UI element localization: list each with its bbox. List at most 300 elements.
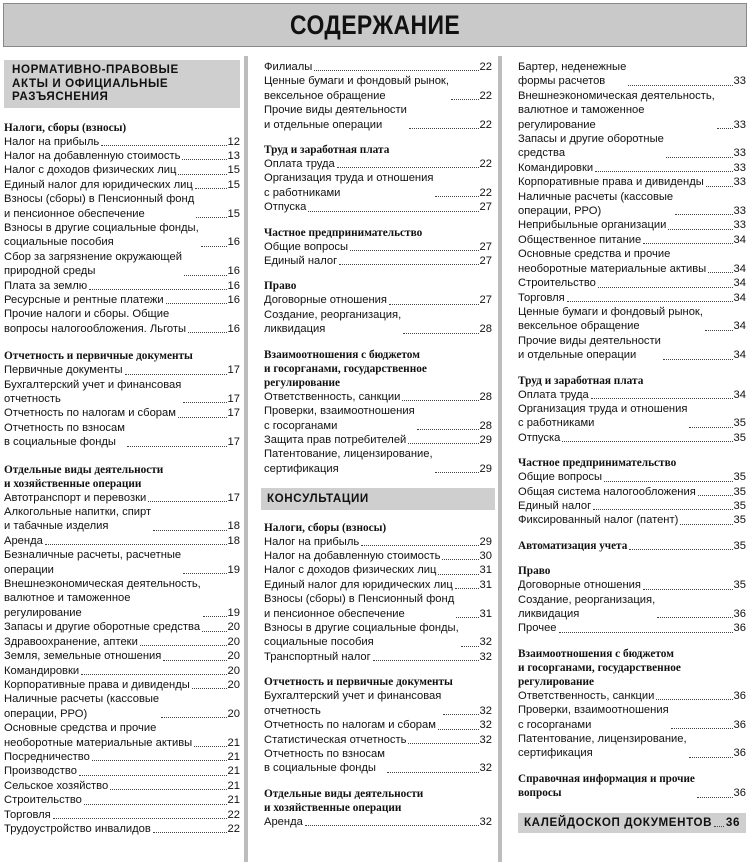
dot-leader [598, 287, 733, 288]
dot-leader [604, 481, 732, 482]
toc-entry-page: 32 [479, 636, 492, 649]
toc-entry[interactable] [518, 499, 746, 513]
toc-entry[interactable] [518, 305, 746, 334]
toc-entry[interactable] [4, 721, 240, 750]
toc-entry-page: 17 [227, 407, 240, 420]
toc-entry-title: Проверки, взаимоотношения с госорганами [264, 405, 415, 432]
toc-entry-page: 20 [227, 635, 240, 648]
category-heading: Налоги, сборы (взносы) [4, 121, 127, 134]
toc-entry[interactable] [4, 307, 240, 336]
toc-entry-page: 31 [479, 564, 492, 577]
toc-entry-title: Неприбыльные организации [518, 219, 667, 232]
toc-entry-title: Земля, земельные отношения [4, 650, 162, 663]
toc-entry[interactable] [4, 279, 240, 293]
toc-entry[interactable] [4, 135, 240, 149]
toc-entry-page: 34 [733, 277, 746, 290]
toc-entry-title: Взносы в другие социальные фонды, социальные пособия [264, 622, 459, 649]
dot-leader [595, 171, 732, 172]
toc-entry-title: Договорные отношения [264, 294, 387, 307]
toc-entry-page: 35 [733, 485, 746, 498]
toc-entry-page: 34 [733, 291, 746, 304]
dot-leader [559, 632, 733, 633]
toc-entry-title: Единый налог [264, 255, 338, 268]
toc-entry[interactable] [264, 549, 492, 563]
toc-entry-title: Патентование, лицензирование, сертификация [264, 448, 433, 475]
toc-entry-title: Договорные отношения [518, 579, 641, 592]
toc-entry-title: Налог с доходов физических лиц [4, 164, 177, 177]
toc-entry[interactable] [264, 293, 492, 307]
dot-leader [456, 617, 478, 618]
section-header: НОРМАТИВНО-ПРАВОВЫЕ АКТЫ И ОФИЦИАЛЬНЫЕ РАЗЪЯСНЕНИЯ [4, 60, 240, 108]
toc-entry-page: 33 [733, 75, 746, 88]
toc-entry[interactable] [518, 233, 746, 247]
dot-leader [202, 631, 227, 632]
dot-leader [183, 573, 226, 574]
toc-entry-title: Ответственность, санкции [518, 689, 655, 702]
dot-leader [387, 772, 479, 773]
toc-entry-title: Торговля [4, 808, 51, 821]
dot-leader [361, 545, 478, 546]
toc-entry-title: Ресурсные и рентные платежи [4, 293, 164, 306]
toc-entry[interactable] [264, 718, 492, 732]
toc-entry[interactable] [4, 808, 240, 822]
toc-entry[interactable] [4, 692, 240, 721]
toc-entry[interactable] [518, 431, 746, 445]
toc-entry-title: Налог с доходов физических лиц [264, 564, 437, 577]
column-divider [498, 56, 502, 862]
toc-entry[interactable] [4, 764, 240, 778]
toc-entry[interactable] [264, 563, 492, 577]
toc-entry-page: 29 [479, 433, 492, 446]
dot-leader [89, 289, 226, 290]
toc-entry[interactable] [518, 161, 746, 175]
toc-entry-title: Оплата труда [264, 158, 335, 171]
toc-entry-page: 31 [479, 578, 492, 591]
toc-entry-page: 18 [227, 534, 240, 547]
toc-entry-title: Наличные расчеты (кассовые операции, РРО) [4, 693, 160, 720]
toc-entry-title: Внешнеэкономическая деятельность, валютное и таможенное регулирование [4, 578, 201, 619]
toc-entry-page: 12 [227, 135, 240, 148]
toc-entry[interactable] [518, 334, 746, 363]
toc-entry[interactable] [264, 74, 492, 103]
toc-entry[interactable] [4, 163, 240, 177]
toc-entry[interactable] [518, 402, 746, 431]
dot-leader [689, 427, 732, 428]
toc-entry-title: Защита прав потребителей [264, 433, 407, 446]
dot-leader [308, 211, 478, 212]
toc-entry-title: Статистическая отчетность [264, 733, 407, 746]
toc-entry[interactable] [518, 593, 746, 622]
toc-entry[interactable] [518, 89, 746, 132]
column-divider [244, 56, 248, 862]
dot-leader [668, 229, 732, 230]
toc-entry[interactable] [4, 491, 240, 505]
toc-entry[interactable] [4, 421, 240, 450]
toc-entry[interactable] [264, 240, 492, 254]
toc-entry-page: 27 [479, 294, 492, 307]
toc-entry[interactable] [518, 190, 746, 219]
toc-entry-page: 36 [733, 689, 746, 702]
toc-entry[interactable] [4, 192, 240, 221]
dot-leader [408, 443, 478, 444]
toc-entry[interactable] [518, 485, 746, 499]
toc-entry-title: Создание, реорганизация, ликвидация [518, 593, 656, 620]
toc-entry[interactable] [4, 378, 240, 407]
category-heading: Налоги, сборы (взносы) [264, 521, 387, 534]
toc-entry-title: Корпоративные права и дивиденды [518, 176, 704, 189]
toc-entry-page: 27 [479, 201, 492, 214]
toc-entry[interactable] [518, 291, 746, 305]
toc-entry-page: 32 [479, 650, 492, 663]
toc-entry[interactable] [518, 276, 746, 290]
dot-leader [203, 616, 227, 617]
toc-entry-title: Ценные бумаги и фондовый рынок, вексельное обращение [518, 305, 703, 333]
toc-entry-page: 35 [733, 417, 746, 430]
toc-entry[interactable] [4, 178, 240, 192]
toc-entry-page: 22 [479, 158, 492, 171]
toc-entry-page: 35 [733, 514, 746, 527]
toc-entry-page: 35 [733, 471, 746, 484]
dot-leader [402, 400, 478, 401]
toc-entry[interactable] [518, 621, 746, 635]
toc-entry-page: 15 [227, 164, 240, 177]
toc-entry-title: Сбор за загрязнение окружающей природной среды [4, 250, 182, 278]
toc-entry[interactable] [518, 247, 746, 276]
toc-entry-page: 33 [733, 205, 746, 218]
dot-leader [161, 717, 226, 718]
toc-entry-page: 32 [479, 815, 492, 828]
toc-entry-page: 22 [227, 808, 240, 821]
toc-entry-page: 32 [479, 762, 492, 775]
toc-entry-page: 17 [227, 393, 240, 405]
toc-entry[interactable] [518, 132, 746, 161]
toc-entry-title: Создание, реорганизация, ликвидация [264, 308, 402, 336]
dot-leader [188, 332, 227, 333]
toc-entry-title: Первичные документы [4, 364, 123, 377]
toc-entry-title: Фиксированный налог (патент) [518, 514, 679, 527]
dot-leader [194, 746, 226, 747]
dot-leader [714, 826, 724, 827]
dot-leader [148, 501, 226, 502]
dot-leader [314, 70, 478, 71]
toc-entry-title: Основные средства и прочие необоротные материальные активы [518, 248, 707, 275]
toc-entry[interactable] [264, 404, 492, 433]
toc-entry-title: Запасы и другие оборотные средства [4, 621, 201, 634]
dot-leader [350, 250, 478, 251]
dot-leader [666, 157, 733, 158]
dot-leader [178, 174, 226, 175]
dot-leader [443, 714, 478, 715]
toc-entry-page: 20 [227, 678, 240, 691]
dot-leader [435, 196, 478, 197]
toc-entry-title: Бартер, неденежные формы расчетов [518, 61, 627, 88]
toc-entry-title: Проверки, взаимоотношения с госорганами [518, 704, 669, 731]
toc-entry-page: 18 [227, 520, 240, 533]
spacer [518, 761, 746, 772]
dot-leader [628, 85, 732, 86]
toc-entry-title: Посредничество [4, 750, 90, 763]
toc-entry[interactable] [518, 470, 746, 484]
toc-entry-title: Здравоохранение, аптеки [4, 635, 138, 648]
toc-entry[interactable] [264, 103, 492, 132]
dot-leader [675, 214, 732, 215]
toc-entry-title: Налог на прибыль [264, 535, 360, 548]
toc-entry-title: Организация труда и отношения с работниками [264, 172, 434, 199]
dot-leader [196, 217, 226, 218]
page-title-bar [3, 3, 747, 47]
toc-entry[interactable] [518, 732, 746, 761]
toc-entry-title: Аренда [264, 815, 303, 828]
toc-entry[interactable] [4, 620, 240, 634]
toc-entry-title: Общественное питание [518, 233, 642, 246]
toc-entry-title: Общие вопросы [518, 471, 603, 484]
toc-entry[interactable] [264, 308, 492, 337]
dot-leader [451, 99, 479, 100]
dot-leader [567, 301, 733, 302]
toc-entry-page: 35 [733, 579, 746, 592]
toc-entry-title: Ответственность, санкции [264, 390, 401, 403]
toc-entry[interactable] [264, 815, 492, 829]
dot-leader [389, 304, 479, 305]
toc-entry-page: 21 [227, 779, 240, 792]
toc-entry[interactable] [4, 293, 240, 307]
toc-entry[interactable] [4, 577, 240, 620]
category-heading: Право [518, 565, 551, 578]
toc-entry-page: 33 [733, 176, 746, 189]
toc-entry[interactable] [518, 689, 746, 703]
toc-entry-title: Командировки [4, 664, 80, 677]
toc-entry[interactable] [4, 678, 240, 692]
toc-entry[interactable] [518, 218, 746, 232]
dot-leader [53, 818, 227, 819]
toc-entry-title: Сельское хозяйство [4, 779, 109, 792]
toc-entry-title: Корпоративные права и дивиденды [4, 678, 190, 691]
dot-leader [184, 275, 227, 276]
toc-entry-title: Общие вопросы [264, 240, 349, 253]
toc-entry-title: Алкогольные напитки, спирт и табачные изделия [4, 506, 152, 533]
toc-entry-page: 16 [227, 293, 240, 306]
toc-entry-page: 22 [227, 822, 240, 835]
toc-entry[interactable] [264, 650, 492, 664]
toc-entry[interactable] [4, 534, 240, 548]
toc-entry-title: Основные средства и прочие необоротные материальные активы [4, 722, 193, 749]
toc-entry[interactable] [264, 747, 492, 776]
dot-leader [125, 374, 227, 375]
toc-entry[interactable] [518, 539, 746, 553]
toc-entry-page: 30 [479, 550, 492, 563]
dot-leader [591, 398, 733, 399]
toc-entry-page: 36 [733, 622, 746, 635]
page-title: СОДЕРЖАНИЕ [289, 9, 461, 40]
toc-entry[interactable] [518, 175, 746, 189]
dot-leader [442, 559, 478, 560]
toc-entry[interactable] [518, 388, 746, 402]
toc-entry-title: Бухгалтерский учет и финансовая отчетность [264, 690, 442, 717]
toc-entry-title: Автоматизация учета [518, 539, 628, 552]
toc-entry-title: Патентование, лицензирование, сертификация [518, 733, 687, 760]
category-heading: Отчетность и первичные документы [264, 676, 453, 689]
toc-entry[interactable] [4, 505, 240, 534]
toc-entry-page: 35 [733, 539, 746, 552]
toc-entry-page: 16 [227, 322, 240, 335]
toc-entry[interactable] [518, 513, 746, 527]
toc-entry-page: 22 [479, 186, 492, 199]
toc-entry-title: Аренда [4, 534, 43, 547]
toc-entry[interactable] [4, 822, 240, 836]
toc-entry[interactable] [264, 447, 492, 476]
toc-entry-page: 28 [479, 419, 492, 432]
toc-entry-title: Справочная информация и прочие вопросы [518, 772, 695, 800]
toc-entry[interactable] [4, 793, 240, 807]
toc-entry-page: 19 [227, 606, 240, 619]
dot-leader [403, 333, 478, 334]
toc-entry-page: 35 [733, 499, 746, 512]
dot-leader [417, 429, 479, 430]
toc-entry-title: Прочие виды деятельности и отдельные операции [518, 334, 661, 362]
toc-entry-page: 34 [733, 349, 746, 362]
toc-entry-page: 28 [479, 323, 492, 336]
toc-entry-title: Организация труда и отношения с работниками [518, 402, 688, 430]
dot-leader [81, 674, 226, 675]
toc-entry-title: Плата за землю [4, 279, 88, 292]
toc-entry-page: 17 [227, 364, 240, 377]
toc-entry-page: 17 [227, 491, 240, 504]
toc-entry[interactable] [264, 60, 492, 74]
toc-entry[interactable] [264, 592, 492, 621]
toc-entry[interactable] [264, 254, 492, 268]
toc-entry[interactable] [4, 649, 240, 663]
toc-entry-page: 36 [733, 787, 746, 800]
toc-entry[interactable] [264, 578, 492, 592]
category-heading: Отдельные виды деятельности и хозяйственные операции [264, 787, 424, 814]
dot-leader [706, 186, 733, 187]
toc-entry[interactable] [4, 750, 240, 764]
toc-entry-page: 15 [227, 207, 240, 220]
toc-entry-page: 22 [479, 118, 492, 131]
toc-entry[interactable] [264, 535, 492, 549]
toc-entry-title: Внешнеэкономическая деятельность, валютное и таможенное регулирование [518, 89, 715, 131]
toc-entry-page: 21 [227, 750, 240, 763]
dot-leader [195, 188, 227, 189]
toc-entry-title: Ценные бумаги и фондовый рынок, вексельное обращение [264, 75, 449, 102]
toc-entry[interactable] [4, 406, 240, 420]
toc-entry-page: 15 [227, 178, 240, 191]
dot-leader [110, 789, 226, 790]
toc-entry-page: 33 [733, 219, 746, 232]
toc-entry[interactable] [4, 149, 240, 163]
dot-leader [593, 509, 732, 510]
dot-leader [163, 660, 226, 661]
toc-entry-title: Налог на прибыль [4, 135, 100, 148]
toc-entry[interactable] [4, 664, 240, 678]
toc-entry-page: 21 [227, 736, 240, 749]
dot-leader [182, 159, 226, 160]
toc-column-3 [518, 60, 746, 833]
dot-leader [697, 797, 733, 798]
toc-entry-title: Прочие виды деятельности и отдельные операции [264, 104, 407, 131]
dot-leader [153, 530, 226, 531]
toc-entry-title: Бухгалтерский учет и финансовая отчетность [4, 378, 182, 405]
kaleidoscope-footer-entry[interactable] [518, 813, 746, 833]
toc-entry[interactable] [4, 363, 240, 377]
dot-leader [562, 441, 732, 442]
toc-entry[interactable] [4, 779, 240, 793]
toc-entry-title: Запасы и другие оборотные средства [518, 133, 664, 160]
toc-entry[interactable] [264, 390, 492, 404]
toc-entry-page: 20 [227, 664, 240, 677]
dot-leader [656, 699, 732, 700]
dot-leader [79, 775, 227, 776]
dot-leader [698, 495, 733, 496]
toc-entry[interactable] [264, 157, 492, 171]
toc-entry-page: 22 [479, 61, 492, 73]
section-header: КОНСУЛЬТАЦИИ [261, 488, 495, 510]
toc-entry-title: Единый налог для юридических лиц [4, 178, 193, 191]
toc-entry-page: 35 [733, 431, 746, 444]
toc-column-1 [4, 60, 240, 836]
toc-entry-page: 32 [479, 704, 492, 717]
toc-entry-title: Налог на добавленную стоимость [4, 149, 181, 162]
toc-entry[interactable] [518, 772, 746, 801]
toc-entry[interactable] [264, 621, 492, 650]
toc-entry-title: Наличные расчеты (кассовые операции, РРО) [518, 190, 674, 218]
toc-entry[interactable] [4, 635, 240, 649]
toc-entry[interactable] [264, 171, 492, 200]
toc-entry-title: Налог на добавленную стоимость [264, 550, 441, 563]
dot-leader [305, 825, 479, 826]
footer-entry-title: КАЛЕЙДОСКОП ДОКУМЕНТОВ [524, 815, 713, 829]
toc-entry-title: Общая система налогообложения [518, 485, 696, 498]
toc-entry-page: 20 [227, 621, 240, 634]
toc-entry-page: 19 [227, 563, 240, 576]
toc-entry[interactable] [264, 689, 492, 718]
toc-entry[interactable] [264, 733, 492, 747]
toc-entry[interactable] [518, 703, 746, 732]
toc-entry-title: Оплата труда [518, 388, 589, 401]
toc-entry[interactable] [4, 221, 240, 250]
category-heading: Отчетность и первичные документы [4, 350, 193, 363]
toc-entry[interactable] [4, 250, 240, 279]
toc-entry[interactable] [518, 60, 746, 89]
toc-entry-title: Безналичные расчеты, расчетные операции [4, 549, 182, 576]
toc-entry[interactable] [264, 200, 492, 214]
dot-leader [438, 574, 478, 575]
toc-entry-title: Взносы (сборы) в Пенсионный фонд и пенсионное обеспечение [264, 593, 455, 620]
dot-leader [339, 264, 478, 265]
dot-leader [409, 128, 479, 129]
dot-leader [689, 757, 733, 758]
toc-entry-title: Прочие налоги и сборы. Общие вопросы налогообложения. Льготы [4, 308, 187, 335]
toc-entry-page: 34 [733, 262, 746, 275]
dot-leader [717, 128, 733, 129]
toc-entry-title: Взносы в другие социальные фонды, социальные пособия [4, 221, 199, 249]
toc-entry-title: Отчетность по налогам и сборам [4, 407, 176, 420]
toc-entry-page: 27 [479, 255, 492, 268]
toc-entry-page: 22 [479, 89, 492, 102]
dot-leader [45, 544, 227, 545]
dot-leader [671, 728, 733, 729]
toc-entry[interactable] [4, 548, 240, 577]
toc-entry[interactable] [518, 578, 746, 592]
category-heading: Взаимоотношения с бюджетом и госорганами, государственное регулирование [518, 647, 681, 688]
toc-entry[interactable] [264, 433, 492, 447]
dot-leader [140, 645, 227, 646]
toc-entry-page: 36 [733, 718, 746, 731]
toc-entry-title: Отчетность по налогам и сборам [264, 719, 436, 732]
dot-leader [455, 588, 479, 589]
toc-entry-page: 20 [227, 707, 240, 720]
dot-leader [84, 804, 227, 805]
